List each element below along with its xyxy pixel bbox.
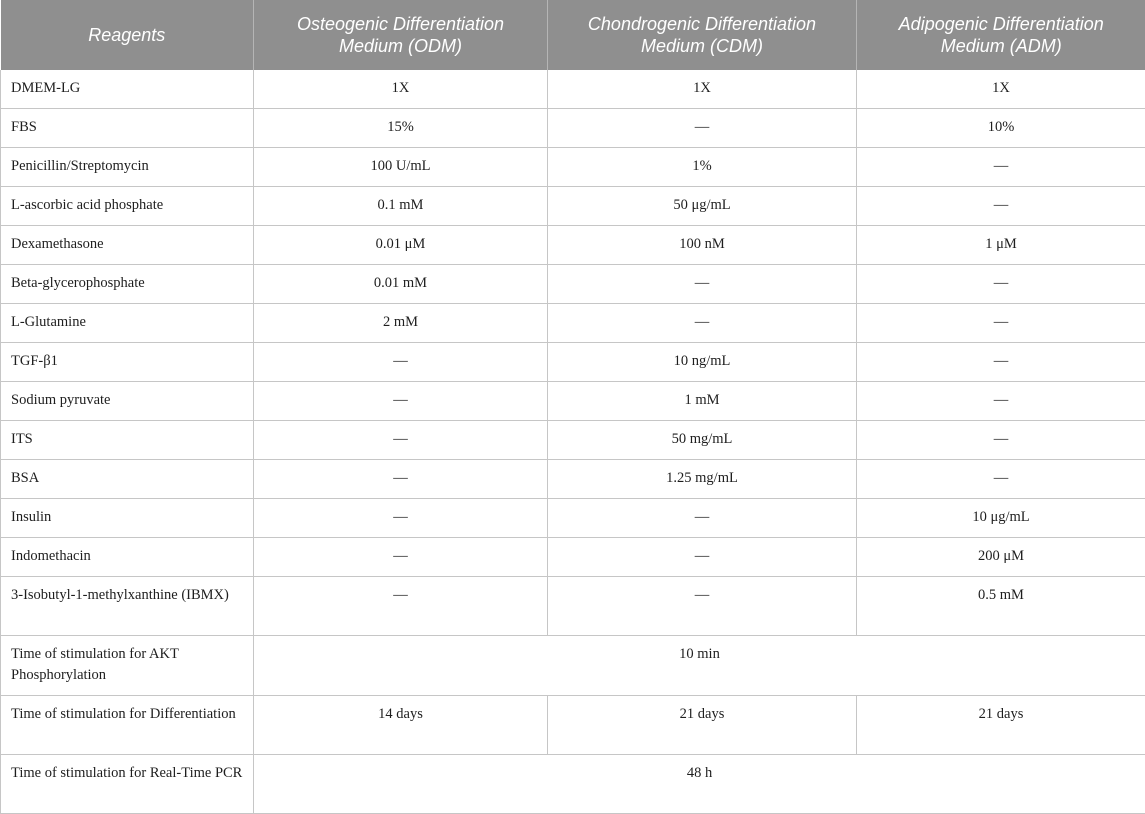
akt-time-label: Time of stimulation for AKT Phosphorylation <box>1 636 254 696</box>
cdm-value: — <box>548 577 857 636</box>
adm-value: 0.5 mM <box>857 577 1145 636</box>
table-row <box>1 187 1145 226</box>
odm-value: — <box>254 460 548 499</box>
pcr-time-label: Time of stimulation for Real-Time PCR <box>1 755 254 814</box>
adm-value: — <box>857 382 1145 421</box>
differentiation-time-label: Time of stimulation for Differentiation <box>1 696 254 755</box>
cdm-value: — <box>548 499 857 538</box>
cdm-value: 21 days <box>548 696 857 755</box>
odm-value: — <box>254 499 548 538</box>
odm-value: — <box>254 421 548 460</box>
table-row <box>1 304 1145 343</box>
adm-value: 1 μM <box>857 226 1145 265</box>
adm-value: — <box>857 460 1145 499</box>
table-row <box>1 499 1145 538</box>
table-row <box>1 70 1145 109</box>
reagent-name: Beta-glycerophosphate <box>1 265 254 304</box>
header-odm: Osteogenic Differentiation Medium (ODM) <box>254 0 548 70</box>
reagent-name: TGF-β1 <box>1 343 254 382</box>
reagent-name: L-ascorbic acid phosphate <box>1 187 254 226</box>
reagent-name: Sodium pyruvate <box>1 382 254 421</box>
table-row <box>1 109 1145 148</box>
cdm-value: — <box>548 265 857 304</box>
cdm-value: 1% <box>548 148 857 187</box>
cdm-value: 50 μg/mL <box>548 187 857 226</box>
reagent-name: Insulin <box>1 499 254 538</box>
odm-value: 2 mM <box>254 304 548 343</box>
adm-value: 200 μM <box>857 538 1145 577</box>
table-row <box>1 421 1145 460</box>
table-row <box>1 577 1145 636</box>
reagent-name: 3-Isobutyl-1-methylxanthine (IBMX) <box>1 577 254 636</box>
table-row <box>1 343 1145 382</box>
reagent-name: Indomethacin <box>1 538 254 577</box>
pcr-time-value: 48 h <box>254 755 1145 814</box>
akt-time-row <box>1 636 1145 696</box>
reagent-name: L-Glutamine <box>1 304 254 343</box>
odm-value: 0.01 mM <box>254 265 548 304</box>
reagent-name: DMEM-LG <box>1 70 254 109</box>
odm-value: 100 U/mL <box>254 148 548 187</box>
header-adm: Adipogenic Differentiation Medium (ADM) <box>857 0 1145 70</box>
table-row <box>1 538 1145 577</box>
reagent-name: Dexamethasone <box>1 226 254 265</box>
table-row <box>1 226 1145 265</box>
adm-value: — <box>857 304 1145 343</box>
cdm-value: — <box>548 304 857 343</box>
odm-value: — <box>254 577 548 636</box>
table-row <box>1 460 1145 499</box>
differentiation-time-row <box>1 696 1145 755</box>
odm-value: — <box>254 382 548 421</box>
reagent-name: FBS <box>1 109 254 148</box>
adm-value: 10% <box>857 109 1145 148</box>
odm-value: — <box>254 538 548 577</box>
table-row <box>1 382 1145 421</box>
adm-value: — <box>857 187 1145 226</box>
odm-value: 0.1 mM <box>254 187 548 226</box>
header-reagents: Reagents <box>1 0 254 70</box>
pcr-time-row <box>1 755 1145 814</box>
cdm-value: — <box>548 538 857 577</box>
adm-value: 10 μg/mL <box>857 499 1145 538</box>
table-row <box>1 148 1145 187</box>
reagent-name: Penicillin/Streptomycin <box>1 148 254 187</box>
table-row <box>1 265 1145 304</box>
adm-value: 21 days <box>857 696 1145 755</box>
cdm-value: — <box>548 109 857 148</box>
header-row <box>1 0 1145 70</box>
cdm-value: 1X <box>548 70 857 109</box>
akt-time-value: 10 min <box>254 636 1145 696</box>
cdm-value: 10 ng/mL <box>548 343 857 382</box>
odm-value: 14 days <box>254 696 548 755</box>
cdm-value: 100 nM <box>548 226 857 265</box>
cdm-value: 1.25 mg/mL <box>548 460 857 499</box>
adm-value: — <box>857 148 1145 187</box>
cdm-value: 1 mM <box>548 382 857 421</box>
reagent-name: BSA <box>1 460 254 499</box>
odm-value: 1X <box>254 70 548 109</box>
odm-value: — <box>254 343 548 382</box>
header-cdm: Chondrogenic Differentiation Medium (CDM) <box>548 0 857 70</box>
adm-value: 1X <box>857 70 1145 109</box>
adm-value: — <box>857 421 1145 460</box>
reagent-name: ITS <box>1 421 254 460</box>
odm-value: 15% <box>254 109 548 148</box>
adm-value: — <box>857 265 1145 304</box>
odm-value: 0.01 μM <box>254 226 548 265</box>
adm-value: — <box>857 343 1145 382</box>
cdm-value: 50 mg/mL <box>548 421 857 460</box>
